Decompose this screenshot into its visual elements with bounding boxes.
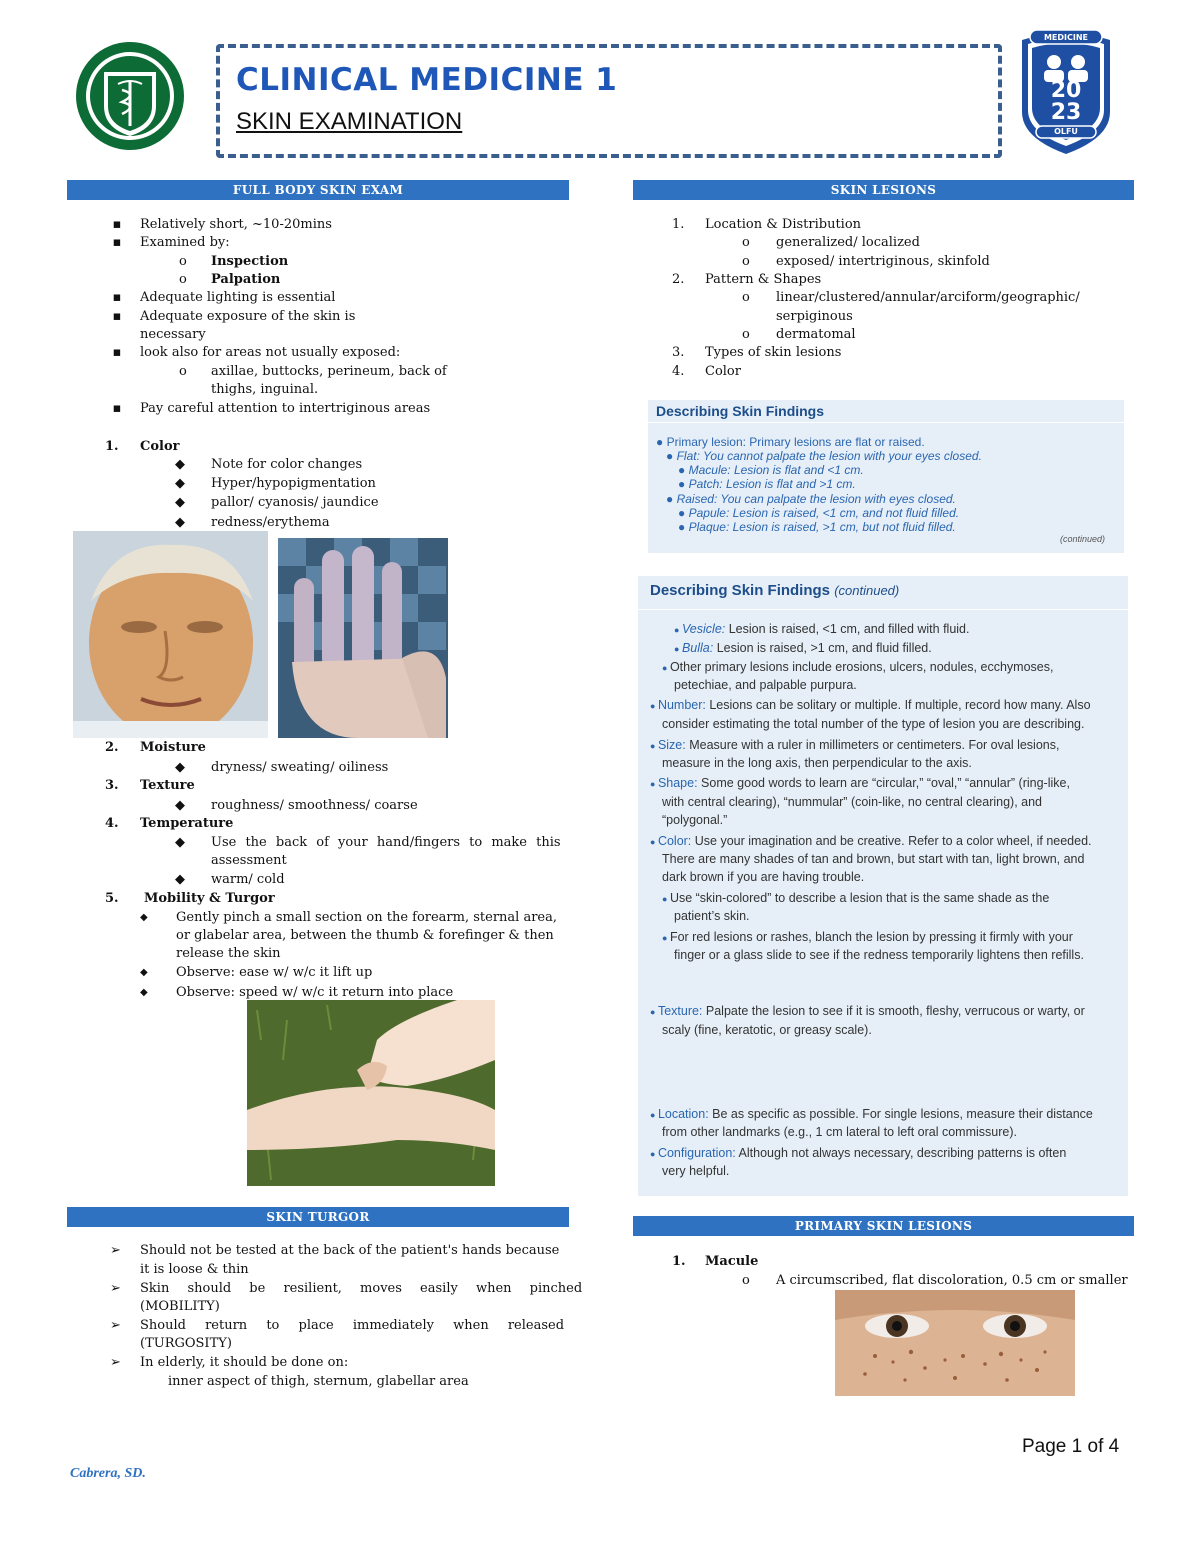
figure-line (662, 870, 864, 884)
intro-line: necessary (140, 327, 206, 342)
figure-line (674, 948, 1084, 962)
figure-keyword: Location: (657, 1107, 709, 1121)
figure-line: ● Plaque: Lesion is raised, >1 cm, but not fluid filled. (678, 520, 956, 534)
figure-line-text: Plaque: Lesion is raised, >1 cm, but not fluid filled. (688, 520, 956, 534)
figure-title: Describing Skin Findings (656, 403, 825, 419)
page-title: CLINICAL MEDICINE 1 (236, 62, 618, 98)
figure-line-text: There are many shades of tan and brown, but start with tan, light brown, and (662, 852, 1085, 866)
section-header-skin-lesions: SKIN LESIONS (633, 180, 1134, 200)
figure-line-text: with central clearing), “nummular” (coin-like, no central clearing), and (662, 795, 1043, 809)
author-name: Cabrera, SD. (70, 1466, 146, 1481)
arrow-bullet-icon: ➢ (110, 1243, 121, 1258)
figure-bullet-icon: ● (650, 701, 658, 711)
figure-bullet-icon: ● (674, 625, 682, 635)
badge-year-b: 23 (1050, 100, 1082, 125)
turgor-line: Should not be tested at the back of the patient's hands because (140, 1243, 560, 1258)
figure-line (662, 717, 1084, 731)
sub-bullet-icon: o (742, 254, 750, 269)
intro-line: Adequate exposure of the skin is (140, 309, 356, 324)
figure-line-text: Papule: Lesion is raised, <1 cm, and not fluid filled. (688, 506, 960, 520)
macule-freckles-photo (835, 1290, 1075, 1396)
macule-label: Macule (705, 1254, 759, 1269)
item-number: 3. (672, 345, 685, 360)
figure-line-text: dark brown if you are having trouble. (662, 870, 865, 884)
figure-title (650, 582, 899, 599)
item-number: 5. (105, 891, 119, 906)
figure-line-text: Macule: Lesion is flat and <1 cm. (688, 463, 864, 477)
item-number: 1. (105, 439, 119, 454)
section-header-primary-lesions: PRIMARY SKIN LESIONS (633, 1216, 1134, 1236)
lesion-sub: linear/clustered/annular/arciform/geographic/ (776, 290, 1080, 305)
figure-line-text: Be as specific as possible. For single lesions, measure their distance (708, 1107, 1093, 1121)
item-sub: pallor/ cyanosis/ jaundice (211, 495, 379, 510)
diamond-bullet-icon: ◆ (175, 760, 185, 775)
arrow-bullet-icon: ➢ (110, 1281, 121, 1296)
figure-bullet-icon: ● (650, 1110, 658, 1120)
item-sub: release the skin (176, 946, 281, 961)
intro-line: Examined by: (140, 235, 230, 250)
figure-bullet-icon: ● (662, 894, 670, 904)
university-seal-logo (74, 36, 186, 156)
small-diamond-bullet-icon: ◆ (140, 987, 148, 998)
sub-bullet-icon: o (742, 290, 750, 305)
figure-line (662, 891, 1049, 905)
figure-keyword: Texture: (657, 1004, 703, 1018)
figure-keyword: Color: (657, 834, 692, 848)
diamond-bullet-icon: ◆ (175, 872, 185, 887)
item-number: 3. (105, 778, 119, 793)
intro-line: thighs, inguinal. (211, 382, 319, 397)
lesion-sub: generalized/ localized (776, 235, 920, 250)
figure-line: ● Papule: Lesion is raised, <1 cm, and not fluid filled. (678, 506, 960, 520)
figure-line-text: Other primary lesions include erosions, ulcers, nodules, ecchymoses, (669, 660, 1054, 674)
figure-line (662, 756, 972, 770)
figure-line (662, 930, 1073, 944)
diamond-bullet-icon: ◆ (175, 495, 185, 510)
figure-bullet-icon: ● (650, 837, 658, 847)
figure-line-text: For red lesions or rashes, blanch the lesion by pressing it firmly with your (669, 930, 1073, 944)
sub-bullet-icon: o (179, 254, 187, 269)
small-diamond-bullet-icon: ◆ (140, 912, 148, 923)
figure-line-text: “polygonal.” (662, 813, 728, 827)
sub-bullet-icon: o (179, 272, 187, 287)
figure-bullet-icon: ● (650, 779, 658, 789)
item-sub: Gently pinch a small section on the forearm, sternal area, (176, 910, 557, 925)
figure-line-text: Measure with a ruler in millimeters or centimeters. For oval lesions, (685, 738, 1060, 752)
item-sub: assessment (211, 853, 287, 868)
turgor-line: In elderly, it should be done on: (140, 1355, 349, 1370)
item-number: 2. (105, 740, 119, 755)
sub-bullet-icon: o (742, 327, 750, 342)
item-sub: redness/erythema (211, 515, 330, 530)
figure-title-text: Describing Skin Findings (650, 582, 831, 599)
figure-keyword: Shape: (657, 776, 698, 790)
figure-continued: (continued) (1060, 534, 1106, 544)
figure-line (662, 795, 1042, 809)
item-sub: dryness/ sweating/ oiliness (211, 760, 389, 775)
figure-line-text: from other landmarks (e.g., 1 cm lateral to left oral commissure). (662, 1125, 1017, 1139)
figure-line (650, 834, 1092, 848)
bullet-icon: ▪ (112, 309, 122, 324)
figure-bullet-icon: ● (650, 1149, 658, 1159)
diamond-bullet-icon: ◆ (175, 457, 185, 472)
item-sub: roughness/ smoothness/ coarse (211, 798, 418, 813)
lesion-sub: serpiginous (776, 309, 853, 324)
sub-bullet-icon: o (179, 364, 187, 379)
item-sub: or glabelar area, between the thumb & forefinger & then (176, 928, 554, 943)
sub-bullet-icon: o (742, 1273, 750, 1288)
item-sub: Observe: speed w/ w/c it return into place (176, 985, 454, 1000)
divider (648, 422, 1124, 423)
figure-line-text: Lesion is raised, <1 cm, and filled with fluid. (725, 622, 970, 636)
turgor-line: Should return to place immediately when released (140, 1318, 565, 1333)
figure-line (662, 1125, 1017, 1139)
item-number: 2. (672, 272, 685, 287)
lesion-item: Color (705, 364, 741, 379)
figure-line-text: Some good words to learn are “circular,” “oval,” “annular” (ring-like, (697, 776, 1070, 790)
intro-line: look also for areas not usually exposed: (140, 345, 401, 360)
figure-line (662, 813, 727, 827)
badge-year-a: 20 (1050, 78, 1082, 103)
item-number: 1. (672, 1254, 686, 1269)
item-label-moisture: Moisture (140, 740, 206, 755)
figure-line: ● Raised: You can palpate the lesion with eyes closed. (666, 492, 956, 506)
describing-findings-figure-2 (638, 576, 1128, 1196)
bullet-icon: ▪ (112, 290, 122, 305)
title-box (216, 44, 1002, 158)
figure-bullet-icon: ● (674, 644, 682, 654)
item-number: 4. (105, 816, 119, 831)
figure-line (674, 909, 750, 923)
figure-line (674, 622, 969, 636)
figure-line-text: Lesion is raised, >1 cm, and fluid filled. (713, 641, 932, 655)
figure-bullet-icon: ● (650, 741, 658, 751)
figure-line (674, 641, 932, 655)
item-sub: Use the back of your hand/fingers to make this (211, 835, 561, 850)
item-sub: Note for color changes (211, 457, 363, 472)
page-number: Page 1 of 4 (1022, 1436, 1120, 1457)
lesion-item: Location & Distribution (705, 217, 862, 232)
turgor-line: Skin should be resilient, moves easily when pinched (140, 1281, 583, 1296)
item-sub: Observe: ease w/ w/c it lift up (176, 965, 373, 980)
jaundice-face-photo (73, 531, 268, 738)
figure-line (650, 776, 1070, 790)
figure-line (662, 852, 1084, 866)
figure-line-text: Use your imagination and be creative. Refer to a color wheel, if needed. (691, 834, 1092, 848)
figure-line (662, 1023, 872, 1037)
intro-line: Pay careful attention to intertriginous areas (140, 401, 431, 416)
turgor-line: it is loose & thin (140, 1262, 249, 1277)
figure-line-text: Although not always necessary, describing patterns is often (735, 1146, 1067, 1160)
figure-line-text: petechiae, and palpable purpura. (674, 678, 857, 692)
figure-line-text: Palpate the lesion to see if it is smooth, fleshy, verrucous or warty, or (702, 1004, 1085, 1018)
sub-bullet-icon: o (742, 235, 750, 250)
diamond-bullet-icon: ◆ (175, 476, 185, 491)
figure-line (662, 660, 1053, 674)
figure-keyword: Configuration: (657, 1146, 736, 1160)
item-label-texture: Texture (140, 778, 195, 793)
arrow-bullet-icon: ➢ (110, 1355, 121, 1370)
figure-line (650, 1107, 1093, 1121)
figure-line-text: Lesions can be solitary or multiple. If multiple, record how many. Also (705, 698, 1091, 712)
figure-line (650, 1146, 1066, 1160)
figure-line (662, 1164, 729, 1178)
section-header-full-body: FULL BODY SKIN EXAM (67, 180, 569, 200)
figure-line (650, 698, 1091, 712)
item-sub: Hyper/hypopigmentation (211, 476, 376, 491)
figure-keyword: Vesicle: (681, 622, 726, 636)
figure-line-text: Flat: You cannot palpate the lesion with your eyes closed. (676, 449, 982, 463)
item-label-temperature: Temperature (140, 816, 234, 831)
figure-line: ● Flat: You cannot palpate the lesion with your eyes closed. (666, 449, 982, 463)
intro-line: axillae, buttocks, perineum, back of (211, 364, 447, 379)
figure-line-text: Raised: You can palpate the lesion with eyes closed. (676, 492, 956, 506)
class-badge-logo (1016, 26, 1116, 156)
figure-line-text: Patch: Lesion is flat and >1 cm. (688, 477, 856, 491)
describing-findings-figure-1 (648, 400, 1124, 553)
diamond-bullet-icon: ◆ (175, 515, 185, 530)
intro-line: Inspection (211, 254, 289, 269)
bullet-icon: ▪ (112, 401, 122, 416)
item-label-mobility: Mobility & Turgor (144, 891, 275, 906)
figure-line: ● Macule: Lesion is flat and <1 cm. (678, 463, 864, 477)
figure-bullet-icon: ● (662, 663, 670, 673)
cyanosis-hand-photo (278, 538, 448, 738)
bullet-icon: ▪ (112, 235, 122, 250)
item-number: 1. (672, 217, 685, 232)
intro-line: Palpation (211, 272, 281, 287)
figure-line (674, 678, 857, 692)
lesion-item: Types of skin lesions (705, 345, 842, 360)
figure-bullet-icon: ● (662, 933, 670, 943)
figure-line-text: Primary lesion: Primary lesions are flat or raised. (666, 435, 925, 449)
intro-line: Relatively short, ~10-20mins (140, 217, 332, 232)
figure-line-text: patient’s skin. (674, 909, 750, 923)
lesion-item: Pattern & Shapes (705, 272, 822, 287)
arrow-bullet-icon: ➢ (110, 1318, 121, 1333)
figure-keyword: Size: (657, 738, 686, 752)
lesion-sub: exposed/ intertriginous, skinfold (776, 254, 990, 269)
figure-line-text: very helpful. (662, 1164, 730, 1178)
figure-line (650, 738, 1059, 752)
figure-line-text: measure in the long axis, then perpendicular to the axis. (662, 756, 972, 770)
divider (638, 609, 1128, 610)
figure-keyword: Number: (657, 698, 706, 712)
figure-keyword: Bulla: (681, 641, 714, 655)
turgor-line: (TURGOSITY) (140, 1336, 232, 1351)
bullet-icon: ▪ (112, 345, 122, 360)
macule-description: A circumscribed, flat discoloration, 0.5 cm or smaller (776, 1273, 1128, 1288)
lesion-sub: dermatomal (776, 327, 856, 342)
item-number: 4. (672, 364, 685, 379)
badge-bottom-text: OLFU (1054, 127, 1078, 136)
figure-title-suffix: (continued) (834, 583, 900, 598)
figure-line-text: scaly (fine, keratotic, or greasy scale). (662, 1023, 872, 1037)
figure-bullet-icon: ● (650, 1007, 658, 1017)
figure-line-text: Use “skin-colored” to describe a lesion that is the same shade as the (669, 891, 1050, 905)
figure-line: ● Patch: Lesion is flat and >1 cm. (678, 477, 856, 491)
figure-line-text: consider estimating the total number of the type of lesion you are describing. (662, 717, 1085, 731)
figure-line-text: finger or a glass slide to see if the redness temporarily lightens then refills. (674, 948, 1084, 962)
figure-line: ● Primary lesion: Primary lesions are flat or raised. (656, 435, 925, 449)
page-subtitle: SKIN EXAMINATION (236, 108, 463, 135)
figure-line (650, 1004, 1085, 1018)
bullet-icon: ▪ (112, 217, 122, 232)
turgor-line: (MOBILITY) (140, 1299, 220, 1314)
section-header-skin-turgor: SKIN TURGOR (67, 1207, 569, 1227)
diamond-bullet-icon: ◆ (175, 798, 185, 813)
small-diamond-bullet-icon: ◆ (140, 967, 148, 978)
skin-pinch-photo (247, 1000, 495, 1186)
turgor-line: inner aspect of thigh, sternum, glabellar area (168, 1374, 469, 1389)
item-sub: warm/ cold (211, 872, 285, 887)
diamond-bullet-icon: ◆ (175, 835, 185, 850)
item-label-color: Color (140, 439, 180, 454)
badge-top-text: MEDICINE (1043, 33, 1089, 42)
intro-line: Adequate lighting is essential (140, 290, 336, 305)
